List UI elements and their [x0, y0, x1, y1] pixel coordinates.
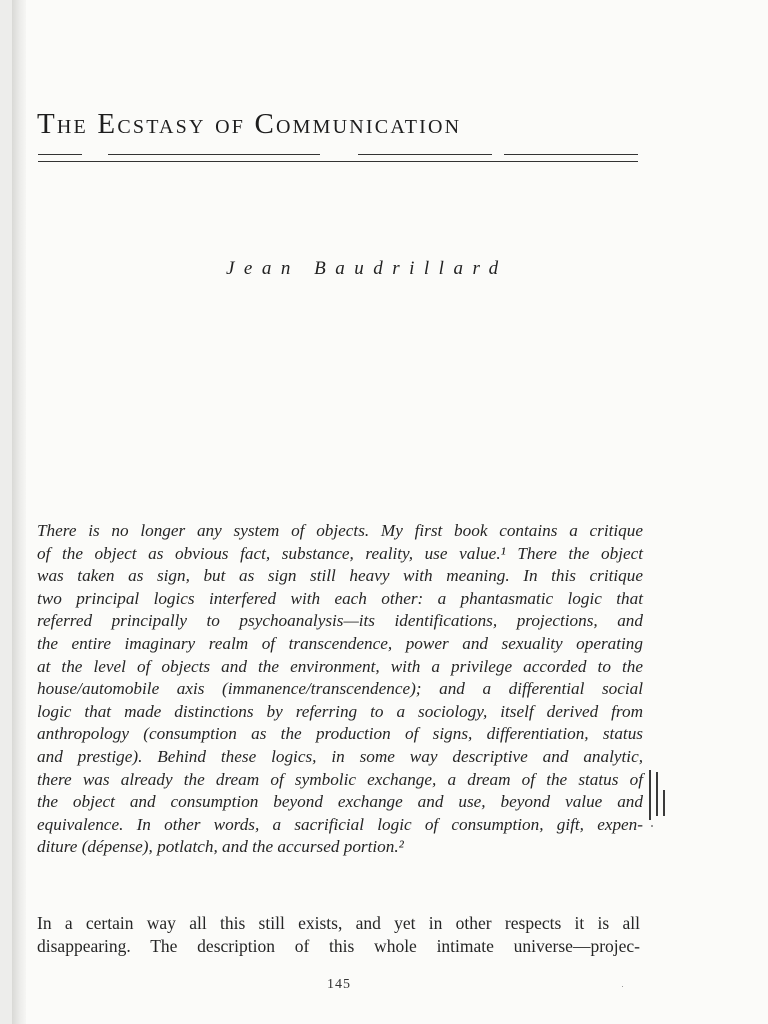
text-line: In a certain way all this still exists, and yet in other respects it is all	[37, 913, 640, 933]
author-name: Jean Baudrillard	[226, 258, 508, 279]
margin-pencil-mark	[663, 790, 665, 816]
scan-speck	[651, 825, 653, 827]
text-line: equivalence. In other words, a sacrificial logic of consumption, gift, expen-	[37, 814, 643, 834]
text-line: and prestige). Behind these logics, in some way descriptive and analytic,	[37, 746, 643, 766]
title-rule-solid	[38, 161, 638, 162]
italic-epigraph-paragraph	[37, 520, 643, 859]
scan-speck	[622, 986, 623, 987]
page-gutter-shadow	[12, 0, 26, 1024]
text-line: there was already the dream of symbolic exchange, a dream of the status of	[37, 769, 643, 789]
text-line: anthropology (consumption as the production of signs, differentiation, status	[37, 724, 643, 744]
text-line: the object and consumption beyond exchange and use, beyond value and	[37, 792, 643, 812]
body-paragraph	[37, 912, 640, 957]
text-line: of the object as obvious fact, substance, reality, use value.¹ There the object	[37, 543, 643, 563]
text-line: There is no longer any system of objects. My first book contains a critique	[37, 521, 643, 540]
text-line: diture (dépense), potlatch, and the accursed portion.²	[37, 837, 404, 857]
text-line: the entire imaginary realm of transcendence, power and sexuality operating	[37, 633, 643, 653]
title-rule-broken	[38, 154, 638, 160]
margin-pencil-mark	[656, 772, 658, 816]
margin-pencil-mark	[649, 770, 651, 820]
text-line: two principal logics interfered with each other: a phantasmatic logic that	[37, 588, 643, 608]
text-line: disappearing. The description of this whole intimate universe—projec-	[37, 935, 640, 956]
text-line: referred principally to psychoanalysis—its identifications, projections, and	[37, 611, 643, 631]
text-line: house/automobile axis (immanence/transcendence); and a differential social	[37, 679, 643, 699]
chapter-title: The Ecstasy of Communication	[37, 108, 462, 140]
text-line: at the level of objects and the environment, with a privilege accorded to the	[37, 656, 643, 676]
text-line: was taken as sign, but as sign still heavy with meaning. In this critique	[37, 566, 643, 586]
text-line: logic that made distinctions by referring to a sociology, itself derived from	[37, 701, 643, 721]
page-number: 145	[327, 977, 351, 992]
title-rule	[38, 154, 638, 162]
